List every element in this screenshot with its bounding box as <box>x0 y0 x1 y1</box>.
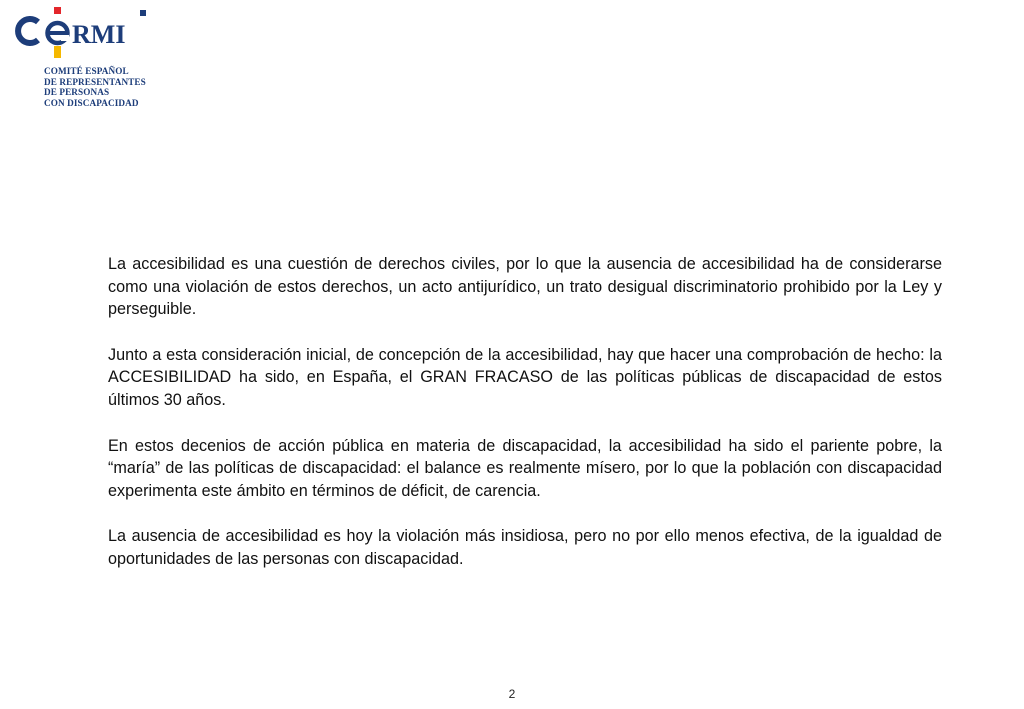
logo-letter-c <box>18 19 38 43</box>
paragraph: Junto a esta consideración inicial, de concepción de la accesibilidad, hay que hacer una comprobación de hecho: la ACCESIBILIDAD ha sido, en España, el GRAN FRACASO de las políticas públicas de discapacidad de estos últimos 30 años. <box>108 345 942 409</box>
paragraph: La accesibilidad es una cuestión de derechos civiles, por lo que la ausencia de accesibilidad ha de considerarse como una violación de estos derechos, un acto antijurídico, un trato desigual discriminatorio prohibido por la Ley y perseguible. <box>108 255 942 319</box>
body-text <box>108 253 942 594</box>
logo-red-square <box>54 7 61 14</box>
paragraph: La ausencia de accesibilidad es hoy la violación más insidiosa, pero no por ello menos efectiva, de la igualdad de oportunidades de las personas con discapacidad. <box>108 527 942 568</box>
cermi-logo <box>8 6 168 110</box>
logo-line: DE PERSONAS <box>44 87 110 98</box>
logo-line: COMITÉ ESPAÑOL <box>44 66 129 76</box>
page-number: 2 <box>508 687 516 701</box>
cermi-wordmark-graphic <box>8 6 158 58</box>
logo-yellow-bar <box>54 46 61 58</box>
logo-line: DE REPRESENTANTES <box>44 76 146 87</box>
paragraph: En estos decenios de acción pública en materia de discapacidad, la accesibilidad ha sido el pariente pobre, la “maría” de las políticas de discapacidad: el balance es realmente mísero, por lo que la población con discapacidad experimenta este ámbito en términos de déficit, de carencia. <box>108 436 942 500</box>
logo-subtitle <box>44 66 146 108</box>
logo-line: CON DISCAPACIDAD <box>44 97 139 108</box>
logo-letters-rmi: RMI <box>72 20 126 49</box>
logo-i-dot <box>140 10 146 16</box>
